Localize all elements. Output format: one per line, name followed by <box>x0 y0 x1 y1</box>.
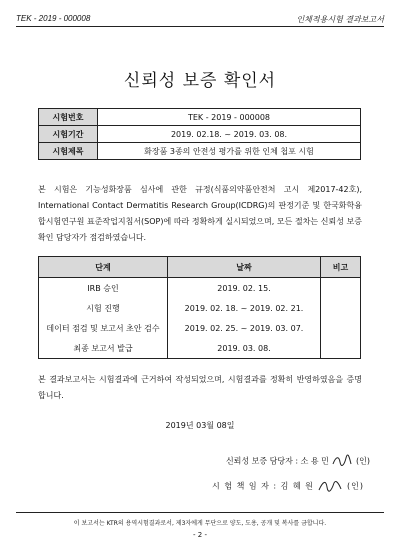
header-date: 날짜 <box>168 257 321 278</box>
note-cell <box>321 278 361 299</box>
header-step: 단계 <box>39 257 168 278</box>
info-label-test-period: 시험기간 <box>39 126 98 143</box>
steps-header-row <box>39 257 361 278</box>
footer-notice: 이 보고서는 KTR의 용역시험결과로서, 제3자에게 무단으로 양도, 도용, 공개 및 복사를 금합니다. <box>73 520 327 527</box>
issue-date: 2019년 03월 08일 <box>165 421 235 430</box>
info-value-test-number: TEK - 2019 - 000008 <box>98 109 361 126</box>
date-cell: 2019. 02. 15. <box>168 278 321 299</box>
info-row <box>39 126 361 143</box>
info-label-test-number: 시험번호 <box>39 109 98 126</box>
step-cell: IRB 승인 <box>39 278 168 299</box>
note-cell <box>321 318 361 338</box>
info-value-test-title: 화장품 3종의 안전성 평가를 위한 인체 첩포 시험 <box>98 143 361 160</box>
info-row <box>39 109 361 126</box>
info-row <box>39 143 361 160</box>
qa-signer: 신뢰성 보증 담당자 : 소 용 민 <box>225 456 329 466</box>
info-value-test-period: 2019. 02.18. ~ 2019. 03. 08. <box>98 126 361 143</box>
table-row <box>39 298 361 318</box>
handwritten-signature-icon <box>317 478 343 494</box>
certification-paragraph: 본 결과보고서는 시험결과에 근거하여 작성되었으며, 시험결과를 정확히 반영하였음을 증명합니다. <box>38 375 362 400</box>
info-table <box>38 108 361 160</box>
date-cell: 2019. 02. 25. ~ 2019. 03. 07. <box>168 318 321 338</box>
qa-seal: (인) <box>356 456 370 466</box>
info-label-test-title: 시험제목 <box>39 143 98 160</box>
header-report-number: TEK - 2019 - 000008 <box>16 14 91 23</box>
step-cell: 최종 보고서 발급 <box>39 338 168 359</box>
director-seal: (인) <box>347 481 364 491</box>
note-cell <box>321 298 361 318</box>
table-row <box>39 278 361 299</box>
note-cell <box>321 338 361 359</box>
steps-table <box>38 256 361 359</box>
date-cell: 2019. 02. 18. ~ 2019. 02. 21. <box>168 298 321 318</box>
table-row <box>39 318 361 338</box>
header-note: 비고 <box>321 257 361 278</box>
table-row <box>39 338 361 359</box>
statement-paragraph: 본 시험은 기능성화장품 심사에 관한 규정(식품의약품안전처 고시 제2017-42호), International Contact Dermatitis Research Group(ICDRG)의 판정기준 및 한국화학융합시험연구원 표준작업지침서(SOP)에 따라 정확하게 실시되었으며, 모든 절차는 신뢰성 보증 확인 담당자가 점검하였습니다. <box>38 185 362 242</box>
page-number: - 2 - <box>193 531 207 539</box>
qa-signature-line <box>226 454 370 468</box>
step-cell: 데이터 점검 및 보고서 초안 검수 <box>39 318 168 338</box>
header-divider <box>16 26 384 27</box>
director-signer: 시 험 책 임 자 : 김 혜 원 <box>212 481 314 491</box>
step-cell: 시험 진행 <box>39 298 168 318</box>
document-title: 신뢰성 보증 확인서 <box>123 71 277 91</box>
director-signature-line <box>212 478 364 494</box>
header-report-type: 인체적용시험 결과보고서 <box>296 15 384 24</box>
date-cell: 2019. 03. 08. <box>168 338 321 359</box>
handwritten-signature-icon <box>331 454 353 468</box>
footer-divider <box>16 512 384 513</box>
